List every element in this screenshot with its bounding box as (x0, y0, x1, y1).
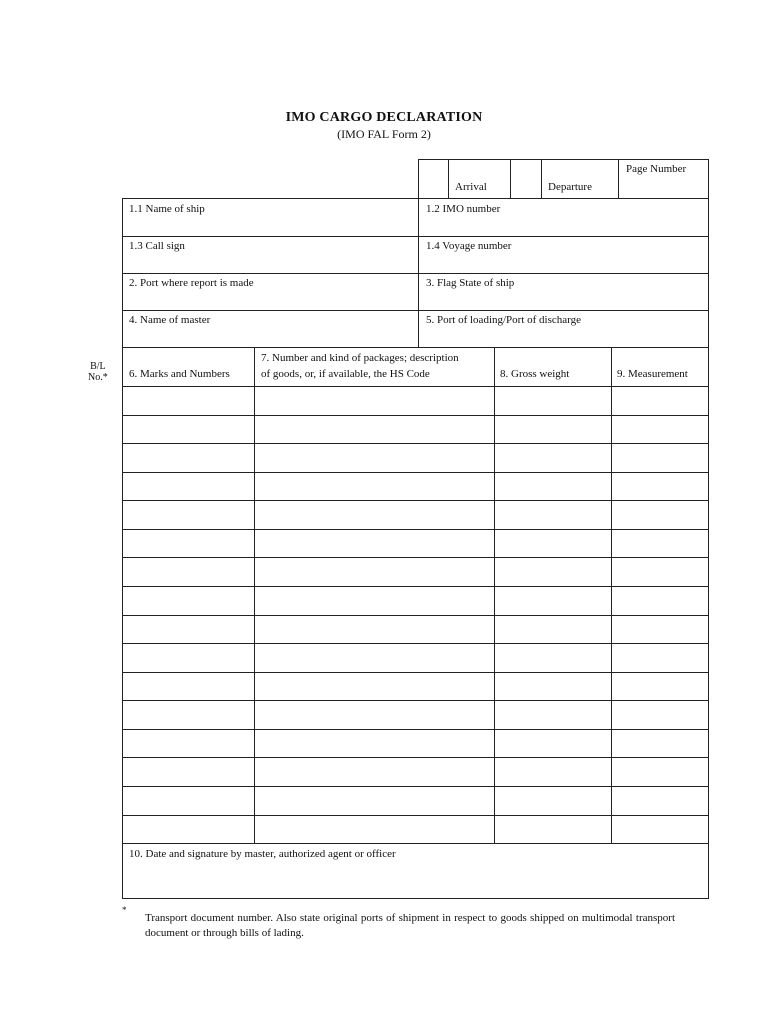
packages-description-header-line2: of goods, or, if available, the HS Code (261, 368, 430, 380)
measurement-header: 9. Measurement (617, 368, 688, 380)
name-of-ship-field[interactable] (123, 218, 417, 235)
signature-field[interactable] (123, 864, 708, 898)
table-row[interactable] (123, 730, 708, 756)
signature-label: 10. Date and signature by master, authorized agent or officer (129, 848, 396, 860)
table-row[interactable] (123, 387, 708, 414)
port-of-loading-label: 5. Port of loading/Port of discharge (426, 314, 581, 326)
gross-weight-header: 8. Gross weight (500, 368, 570, 380)
table-row[interactable] (123, 558, 708, 585)
table-row[interactable] (123, 473, 708, 499)
table-row[interactable] (123, 787, 708, 814)
port-of-report-label: 2. Port where report is made (129, 277, 254, 289)
footnote-text: Transport document number. Also state original ports of shipment in respect to goods shipped on multimodal transport document or through bills of lading. (145, 912, 675, 939)
imo-number-field[interactable] (419, 218, 708, 235)
marks-numbers-header: 6. Marks and Numbers (129, 368, 230, 380)
form-title: IMO CARGO DECLARATION (285, 110, 483, 125)
table-row[interactable] (123, 587, 708, 614)
port-of-loading-field[interactable] (419, 329, 708, 347)
departure-checkbox[interactable] (511, 160, 541, 198)
table-row[interactable] (123, 644, 708, 671)
flag-state-label: 3. Flag State of ship (426, 277, 515, 289)
table-row[interactable] (123, 758, 708, 785)
page-number-label: Page Number (626, 163, 687, 175)
arrival-label: Arrival (455, 181, 487, 193)
imo-number-label: 1.2 IMO number (426, 203, 501, 215)
name-of-master-label: 4. Name of master (129, 314, 211, 326)
name-of-ship-label: 1.1 Name of ship (129, 203, 205, 215)
port-of-report-field[interactable] (123, 292, 417, 309)
table-row[interactable] (123, 444, 708, 471)
voyage-number-label: 1.4 Voyage number (426, 240, 512, 252)
voyage-number-field[interactable] (419, 255, 708, 272)
table-row[interactable] (123, 530, 708, 556)
table-row[interactable] (123, 816, 708, 843)
table-row[interactable] (123, 416, 708, 442)
table-row[interactable] (123, 616, 708, 642)
table-row[interactable] (123, 673, 708, 699)
packages-description-header-line1: 7. Number and kind of packages; description (261, 352, 459, 364)
bl-number-label: B/L No.* (88, 361, 108, 383)
table-row[interactable] (123, 701, 708, 728)
name-of-master-field[interactable] (123, 329, 417, 347)
call-sign-label: 1.3 Call sign (129, 240, 185, 252)
flag-state-field[interactable] (419, 292, 708, 309)
table-row[interactable] (123, 501, 708, 528)
arrival-checkbox[interactable] (419, 160, 448, 198)
call-sign-field[interactable] (123, 255, 417, 272)
footnote-marker: * (122, 905, 127, 915)
departure-label: Departure (548, 181, 592, 193)
page-number-field[interactable] (619, 178, 708, 198)
form-subtitle: (IMO FAL Form 2) (337, 127, 431, 141)
